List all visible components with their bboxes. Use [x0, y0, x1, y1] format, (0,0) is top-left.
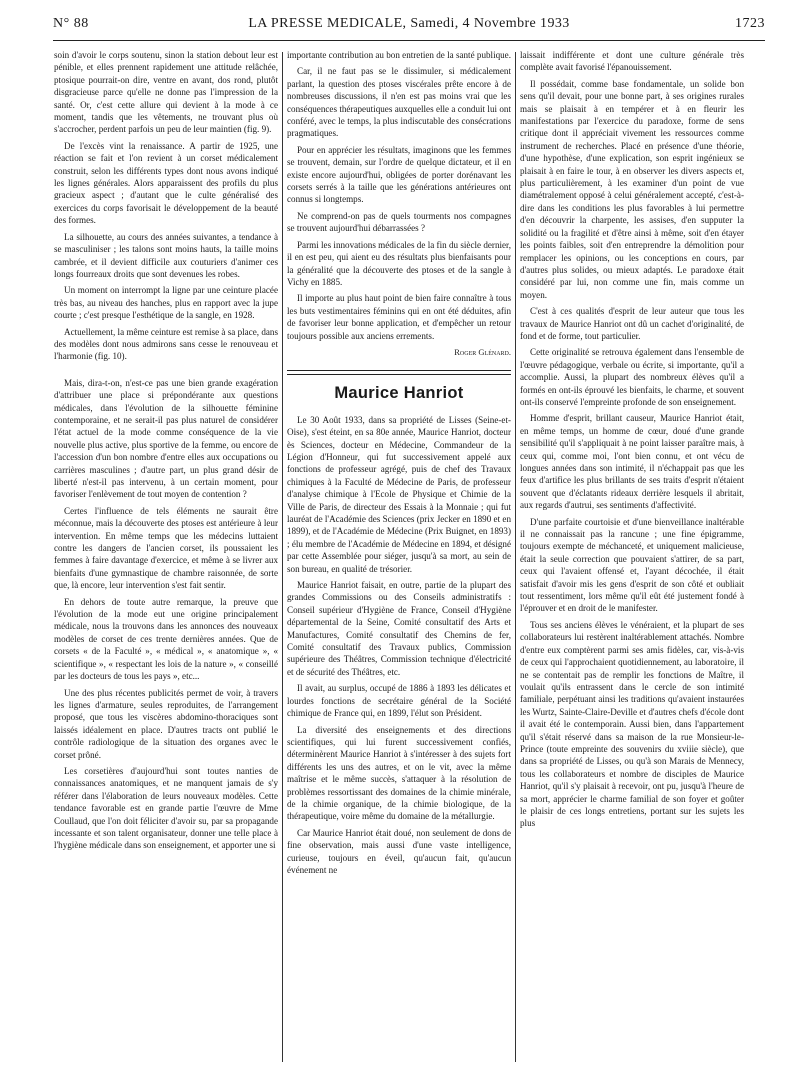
article-title: Maurice Hanriot [334, 384, 464, 403]
paragraph: Il importe au plus haut point de bien faire connaître à tous les buts vestimentaires féminins qui en ont été déduites, afin de favoriser leur bonne application, et d'empêcher un retour toujours possible aux anciens errements. [287, 293, 511, 341]
paragraph: Homme d'esprit, brillant causeur, Maurice Hanriot était, en même temps, un homme de cœur, doué d'une grande sensibilité qu'il s'appliquait à ne point laisser paraître mais, à ceux qui, comme moi, l'ont bien connu, et ont vécu de longues années dans son intimité, il n'échappait pas que les feux d'artifice les plus brillants de ses traits d'esprit n'étaient souvent que d'éclatants rideaux derrière lesquels il abritait, aux regards d'autrui, ses sentiments d'affectivité. [520, 413, 744, 511]
section-separator [287, 370, 511, 375]
column-divider [282, 52, 283, 1062]
page-number: 1723 [735, 16, 765, 31]
paragraph: Car Maurice Hanriot était doué, non seulement de dons de fine observation, mais aussi d'une vaste intelligence, curieuse, toujours en éveil, qu'aucun fait, qu'aucun événement ne [287, 827, 511, 875]
paragraph: Tous ses anciens élèves le vénéraient, et la plupart de ses collaborateurs lui restèrent inaltérablement attachés. Nombre d'entre eux comptèrent parmi ses amis fidèles, car, vis-à-vis de ceux qui l'approchaient quotidiennement, au laboratoire, il ne se contentait pas de remplir les fonctions de Maître, il voulait qu'ils entrassent dans le cercle de son intimité familiale, perpétuant ainsi les traditions qu'avaient instaurées les Wurtz, Sainte-Claire-Deville et d'autres chefs d'école dont il avait été le contemporain. Aussi bien, dans l'appartement qu'il s'était réservé dans sa maison de la rue Monsieur-le-Prince (toute empreinte des souvenirs du xviiie siècle), que dans sa propriété de Lisses, ou qu'à son Marais de Mennecy, tous les collaborateurs et nombre de disciples de Maurice Hanriot, qu'il s'y plaisait à recevoir, ont pu, jusqu'à l'heure de sa mort, apprécier le charme familial de son foyer et goûter le plaisir de ces longs entretiens, portant sur les sujets les plus [520, 619, 744, 829]
column-3 [520, 49, 744, 834]
paragraph: La diversité des enseignements et des directions scientifiques, qui lui furent successivement confiés, déterminèrent Maurice Hanriot à s'intéresser à des sujets fort différents les uns des autres, et on le vit, avec la même maîtrise et le même succès, s'attaquer à la résolution de problèmes ressortissant des domaines de la chimie minérale, de la chimie organique, de la chimie biologique, de la thérapeutique, voire même du domaine de la métallurgie. [287, 724, 511, 822]
paragraph: Une des plus récentes publicités permet de voir, à travers les lignes d'armature, seules reproduites, de l'arrangement proposé, que tous les viscères abdomino-thoraciques sont laissés idéalement en place. D'autres tracts ont publié le contrôle radiologique de la situation des organes avec le corset prôné. [54, 687, 278, 760]
paragraph: Maurice Hanriot faisait, en outre, partie de la plupart des grandes Commissions ou des Conseils administratifs : Conseil supérieur d'Hygiène de France, Conseil d'Hygiène départemental de la Seine, Comité consultatif des Arts et Manufactures, Comité consultatif des Chemins de fer, Comité consultatif des Travaux publics, Commission supérieure des Théâtres, Commission technique d'électricité et de sécurité des Théâtres, etc. [287, 580, 511, 677]
paragraph: laissait indifférente et dont une culture générale très complète avait favorisé l'épanouissement. [520, 50, 744, 73]
paragraph: Les corsetières d'aujourd'hui sont toutes nanties de connaissances anatomiques, et ne manquent jamais de s'y référer dans l'élaboration de leurs nouveaux modèles. Cette tendance favorable est en grande partie l'œuvre de Mme Coullaud, que l'on doit féliciter d'avoir su, par sa propagande incessante et son talent organisateur, donner une telle place à l'hygiène médicale dans son enseignement, et apporter une si [54, 765, 278, 851]
journal-title: LA PRESSE MEDICALE, Samedi, 4 Novembre 1933 [248, 16, 570, 31]
paragraph: Certes l'influence de tels éléments ne saurait être méconnue, mais la découverte des ptoses est antérieure à leur intervention. En même temps que les médecins luttaient contre les dangers de l'ancien corset, ils poussaient les femmes à faire davantage d'exercice, et même à se livrer aux bienfaits d'une gymnastique de chambre raisonnée, de sorte que, là encore, leur intervention s'est fait sentir. [54, 505, 278, 591]
paragraph: soin d'avoir le corps soutenu, sinon la station debout leur est pénible, et elles prennent rapidement une attitude relâchée, ptosique pourrait-on dire, ventre en avant, dos rond, plutôt disgracieuse parce qu'elle ne donne pas l'impression de la santé. Or, c'est cette allure qui devient à la mode à ce moment, tandis que les vêtements, ne trouvant plus où s'accrocher, perdent parfois un peu de leur maintien (fig. 9). [54, 50, 278, 135]
paragraph: Le 30 Août 1933, dans sa propriété de Lisses (Seine-et-Oise), s'est éteint, en sa 80e année, Maurice Hanriot, docteur ès Sciences, docteur en Médecine, Commandeur de la Légion d'Honneur, qui fut successivement appelé aux fonctions de professeur agrégé, puis de chef des Travaux chimiques à la Faculté de Médecine de Paris, de professeur d'analyse chimique à l'Ecole de Physique et Chimie de la Ville de Paris, de directeur des Essais à la Monnaie ; qui fut lauréat de l'Académie des Sciences (prix Jecker en 1890 et en 1899), et de l'Académie de Médecine (Prix Buignet, en 1893) ; élu membre de l'Académie de Médecine en 1894, et désigné par cette Assemblée pour siéger, jusqu'à sa mort, au sein de son bureau, en qualité de trésorier. [287, 414, 511, 574]
paragraph: Il possédait, comme base fondamentale, un solide bon sens qu'il devait, pour une bonne part, à ses origines rurales mais se plaisait à en tempérer et à en fleurir les manifestations par l'exercice du paradoxe, forme de sens critique dont il appréciait vivement les ressources comme instrument de recherches. Placé en présence d'une théorie, d'une hypothèse, d'une explication, son esprit ingénieux se plaisait à en faire le tour, à en observer les divers aspects et, plus particulièrement, à les examiner d'un point de vue diamétralement opposé à celui généralement accepté, c'est-à-dire dans les conditions les plus favorables à lui permettre d'en découvrir la charpente, les assises, d'en supputer la solidité ou la fragilité et d'être ainsi à même, soit d'en étayer les points faibles, soit d'en entreprendre la démolition pour remplacer les opinions, ou les conceptions en cours, par d'autres plus solides, ou mieux adaptés. Le paradoxe était considéré par lui, non comme une fin, mais comme un moyen. [520, 78, 744, 300]
column-2 [287, 49, 511, 880]
paragraph: Mais, dira-t-on, n'est-ce pas une bien grande exagération d'attribuer une place si prépondérante aux questions médicales, dans l'évolution de la silhouette féminine contemporaine, et ne serait-il pas plus naturel de considérer l'état actuel de la mode comme conséquence de la vie nouvelle plus active, plus sportive de la femme, ou encore de l'accession d'un bon nombre d'entre elles aux occupations ou carrières masculines ; d'autre part, un plus grand désir de liberté n'est-il pas intervenu, à un certain moment, pour favoriser l'enlèvement de tout moyen de contention ? [54, 377, 278, 500]
paragraph: Cette originalité se retrouva également dans l'ensemble de l'œuvre pédagogique, verbale ou écrite, si importante, qu'il a accomplie. Aussi, la plupart des nombreux élèves qu'il a formés en ont-ils éprouvé les bienfaits, le charme, et souvent ont-ils conservé l'empreinte profonde de son enseignement. [520, 347, 744, 407]
paragraph: Parmi les innovations médicales de la fin du siècle dernier, il en est peu, qui aient eu des résultats plus bienfaisants pour la généralité que la découverte des ptoses et de la sangle à Vichy en 1885. [287, 239, 511, 287]
paragraph: Pour en apprécier les résultats, imaginons que les femmes se trouvent, demain, sur l'ordre de quelque dictateur, et il en existe encore aujourd'hui, obligées de porter dorénavant les corsets serrés à la taille que les générations antérieures ont connus si longtemps. [287, 144, 511, 205]
paragraph: D'une parfaite courtoisie et d'une bienveillance inaltérable il ne connaissait pas la rancune ; une fine épigramme, toujours exempte de méchanceté, et uniquement malicieuse, était la seule correction que pouvaient s'attirer, de sa part, ceux qui l'avaient offensé et, l'ayant décochée, il était satisfait d'avoir mis les gens d'esprit de son côté et oubliait tout ressentiment, lors même qu'il eût été justement fondé à l'éprouver et en droit de le manifester. [520, 516, 744, 614]
paragraph: C'est à ces qualités d'esprit de leur auteur que tous les travaux de Maurice Hanriot ont dû un cachet d'originalité, de fond et de forme, tout particulier. [520, 306, 744, 341]
author-signature: Roger Glénard. [454, 346, 511, 357]
paragraph: Car, il ne faut pas se le dissimuler, si médicalement parlant, la question des ptoses viscérales prête encore à de nombreuses discussions, il n'en est pas moins vrai que les conséquences thérapeutiques auxquelles elle a conduit lui ont conféré, avec le temps, la plus indiscutable des consécrations pragmatiques. [287, 66, 511, 139]
paragraph: Un moment on interrompt la ligne par une ceinture placée très bas, au niveau des hanches, plus en rapport avec la jupe courte ; c'est presque l'esthétique de la sangle, en 1928. [54, 285, 278, 321]
issue-number: N° 88 [53, 16, 89, 31]
paragraph: En dehors de toute autre remarque, la preuve que l'évolution de la mode eut une origine principalement médicale, nous la trouvons dans les annonces des nouveaux modèles de corset de ces trente dernières années. Que de corsets « de la Faculté », « médical », « anatomique », « scientifique », « respectant les lois de la nature », « conseillé par les docteurs de tous les pays », etc... [54, 596, 278, 682]
column-divider [515, 52, 516, 1062]
column-1 [54, 49, 278, 856]
paragraph: Actuellement, la même ceinture est remise à sa place, dans des modèles dont nous admirons sans cesse le renouveau et l'harmonie (fig. 10). [54, 326, 278, 362]
page-header [53, 16, 765, 41]
paragraph: Ne comprend-on pas de quels tourments nos compagnes se trouvent aujourd'hui débarrassées ? [287, 210, 511, 234]
paragraph: importante contribution au bon entretien de la santé publique. [287, 50, 511, 60]
paragraph: La silhouette, au cours des années suivantes, a tendance à se masculiniser ; les talons sont moins hauts, la taille moins cambrée, et il devient difficile aux couturiers d'animer ces longs fourreaux droits que sont devenues les robes. [54, 231, 278, 279]
paragraph: De l'excès vint la renaissance. A partir de 1925, une réaction se fait et l'on revient à un corset médicalement construit, selon les différents types dont nous avons indiqué les lignes générales. Alors apparaissent des profils du plus gracieux aspect ; d'autant que le culte généralisé des exercices du corps favorisait le développement de la beauté des formes. [54, 140, 278, 226]
paragraph: Il avait, au surplus, occupé de 1886 à 1893 les délicates et lourdes fonctions de secrétaire général de la Société chimique de France qui, en 1899, l'élut son Président. [287, 683, 511, 719]
